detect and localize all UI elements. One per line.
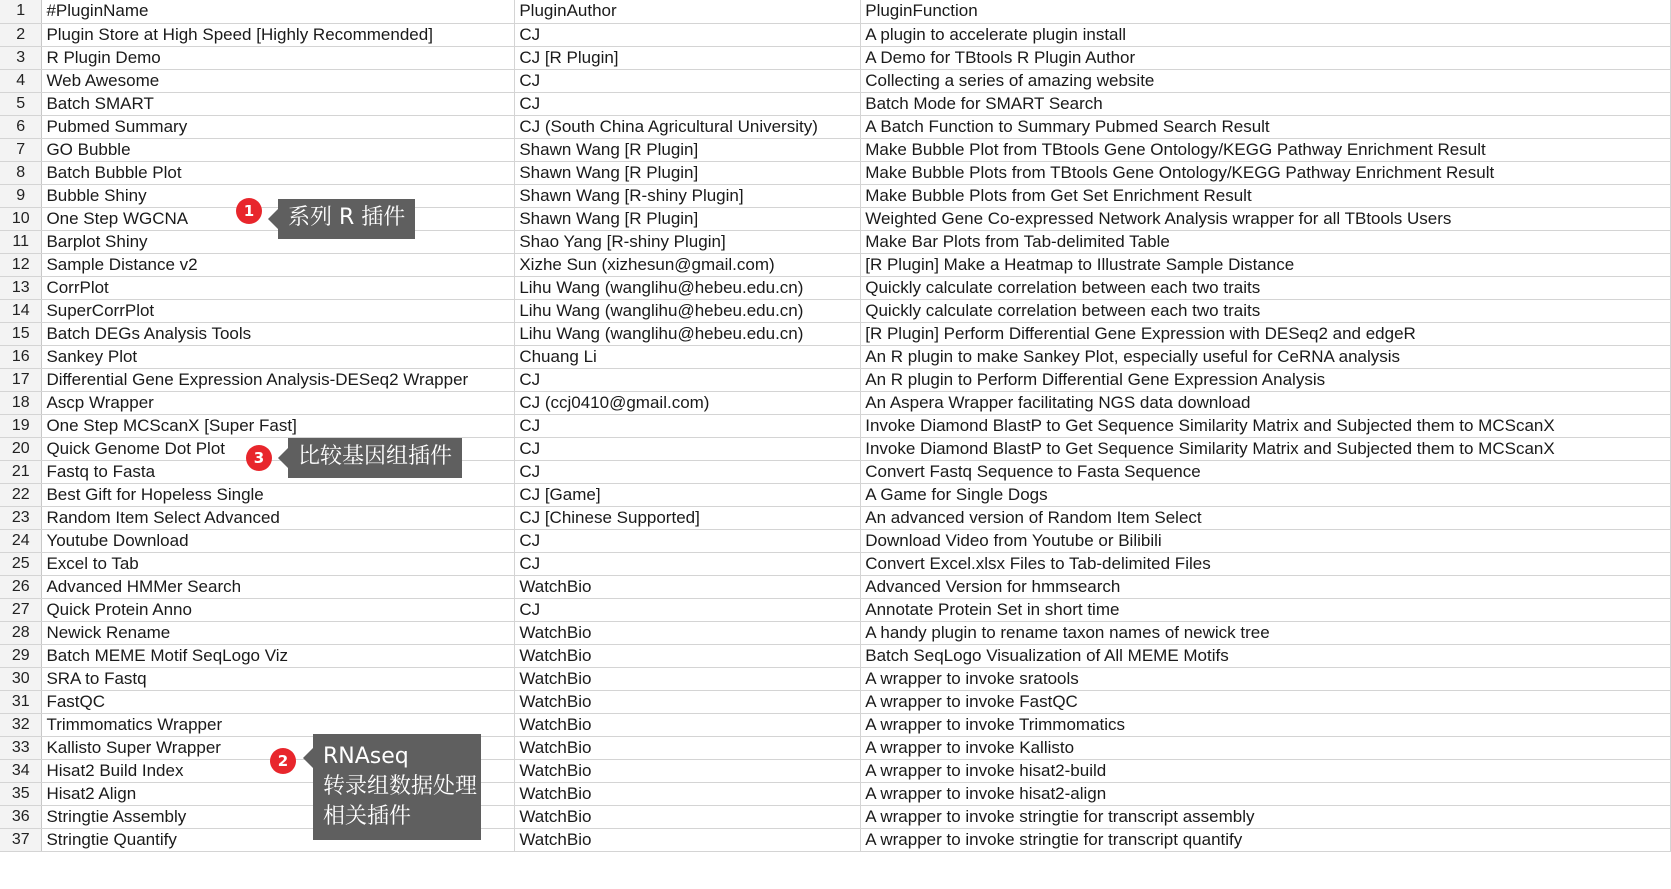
callout-label-r-plugins: 系列 R 插件	[278, 199, 415, 239]
table-row	[0, 598, 1671, 621]
cell-plugin-function[interactable]: Invoke Diamond BlastP to Get Sequence Similarity Matrix and Subjected them to MCScanX	[861, 437, 1671, 460]
table-row	[0, 736, 1671, 759]
row-number-header[interactable]: 25	[0, 552, 42, 575]
cell-plugin-author[interactable]: WatchBio	[515, 782, 861, 805]
cell-plugin-author[interactable]: CJ [Game]	[515, 483, 861, 506]
table-row	[0, 529, 1671, 552]
row-number-header[interactable]: 8	[0, 161, 42, 184]
row-number-header[interactable]: 14	[0, 299, 42, 322]
table-row	[0, 46, 1671, 69]
cell-plugin-function[interactable]: Weighted Gene Co-expressed Network Analysis wrapper for all TBtools Users	[861, 207, 1671, 230]
row-number-header[interactable]: 26	[0, 575, 42, 598]
row-number-header[interactable]: 2	[0, 23, 42, 46]
row-number-header[interactable]: 20	[0, 437, 42, 460]
row-number-header[interactable]: 22	[0, 483, 42, 506]
row-number-header[interactable]: 37	[0, 828, 42, 851]
table-row	[0, 230, 1671, 253]
cell-plugin-author[interactable]: Shawn Wang [R Plugin]	[515, 138, 861, 161]
cell-plugin-name[interactable]: Batch DEGs Analysis Tools	[42, 322, 515, 345]
row-number-header[interactable]: 1	[0, 0, 42, 23]
cell-plugin-name[interactable]: Advanced HMMer Search	[42, 575, 515, 598]
cell-plugin-author[interactable]: CJ	[515, 529, 861, 552]
table-row	[0, 23, 1671, 46]
cell-plugin-author[interactable]: CJ [R Plugin]	[515, 46, 861, 69]
table-row	[0, 253, 1671, 276]
cell-plugin-name[interactable]: Web Awesome	[42, 69, 515, 92]
table-row	[0, 322, 1671, 345]
cell-plugin-name[interactable]: Sankey Plot	[42, 345, 515, 368]
row-number-header[interactable]: 23	[0, 506, 42, 529]
cell-plugin-name[interactable]: Ascp Wrapper	[42, 391, 515, 414]
cell-plugin-author[interactable]: WatchBio	[515, 759, 861, 782]
cell-plugin-name[interactable]: CorrPlot	[42, 276, 515, 299]
table-row	[0, 828, 1671, 851]
row-number-header[interactable]: 9	[0, 184, 42, 207]
cell-plugin-author[interactable]: Lihu Wang (wanglihu@hebeu.edu.cn)	[515, 322, 861, 345]
table-row	[0, 276, 1671, 299]
cell-plugin-name[interactable]: FastQC	[42, 690, 515, 713]
row-number-header[interactable]: 24	[0, 529, 42, 552]
table-row	[0, 69, 1671, 92]
cell-plugin-name[interactable]: SuperCorrPlot	[42, 299, 515, 322]
cell-plugin-name[interactable]: Newick Rename	[42, 621, 515, 644]
cell-plugin-function[interactable]: [R Plugin] Make a Heatmap to Illustrate Sample Distance	[861, 253, 1671, 276]
cell-plugin-name[interactable]: Random Item Select Advanced	[42, 506, 515, 529]
cell-plugin-function[interactable]: A wrapper to invoke hisat2-build	[861, 759, 1671, 782]
cell-plugin-author[interactable]: Chuang Li	[515, 345, 861, 368]
cell-plugin-function[interactable]: A Demo for TBtools R Plugin Author	[861, 46, 1671, 69]
cell-plugin-name[interactable]: GO Bubble	[42, 138, 515, 161]
table-row	[0, 414, 1671, 437]
cell-plugin-author[interactable]: Shao Yang [R-shiny Plugin]	[515, 230, 861, 253]
cell-plugin-name[interactable]: One Step WGCNA	[42, 207, 515, 230]
callout-rnaseq-line-2: 转录组数据处理	[323, 774, 478, 799]
cell-plugin-function[interactable]: Make Bubble Plots from TBtools Gene Ontology/KEGG Pathway Enrichment Result	[861, 161, 1671, 184]
cell-plugin-function[interactable]: An R plugin to Perform Differential Gene Expression Analysis	[861, 368, 1671, 391]
cell-plugin-name[interactable]: Plugin Store at High Speed [Highly Recommended]	[42, 23, 515, 46]
table-row	[0, 115, 1671, 138]
table-row	[0, 644, 1671, 667]
cell-plugin-name[interactable]: Excel to Tab	[42, 552, 515, 575]
cell-plugin-function[interactable]: A Game for Single Dogs	[861, 483, 1671, 506]
callout-rnaseq-line-3: 相关插件	[323, 804, 412, 829]
cell-plugin-author[interactable]: WatchBio	[515, 690, 861, 713]
row-number-header[interactable]: 12	[0, 253, 42, 276]
cell-plugin-author[interactable]: CJ	[515, 437, 861, 460]
cell-plugin-function[interactable]: A wrapper to invoke FastQC	[861, 690, 1671, 713]
row-number-header[interactable]: 5	[0, 92, 42, 115]
cell-plugin-author[interactable]: WatchBio	[515, 828, 861, 851]
cell-plugin-author[interactable]: CJ (South China Agricultural University)	[515, 115, 861, 138]
row-number-header[interactable]: 10	[0, 207, 42, 230]
cell-plugin-function[interactable]: An Aspera Wrapper facilitating NGS data download	[861, 391, 1671, 414]
cell-plugin-name[interactable]: #PluginName	[42, 0, 515, 23]
row-number-header[interactable]: 13	[0, 276, 42, 299]
cell-plugin-author[interactable]: CJ	[515, 368, 861, 391]
row-number-header[interactable]: 29	[0, 644, 42, 667]
row-number-header[interactable]: 15	[0, 322, 42, 345]
cell-plugin-function[interactable]: A wrapper to invoke hisat2-align	[861, 782, 1671, 805]
cell-plugin-function[interactable]: An advanced version of Random Item Select	[861, 506, 1671, 529]
cell-plugin-name[interactable]: Barplot Shiny	[42, 230, 515, 253]
table-row	[0, 575, 1671, 598]
cell-plugin-function[interactable]: Convert Excel.xlsx Files to Tab-delimited Files	[861, 552, 1671, 575]
row-number-header[interactable]: 35	[0, 782, 42, 805]
row-number-header[interactable]: 32	[0, 713, 42, 736]
cell-plugin-function[interactable]: Make Bubble Plots from Get Set Enrichment Result	[861, 184, 1671, 207]
table-row	[0, 483, 1671, 506]
cell-plugin-function[interactable]: Make Bubble Plot from TBtools Gene Ontology/KEGG Pathway Enrichment Result	[861, 138, 1671, 161]
cell-plugin-function[interactable]: A Batch Function to Summary Pubmed Search Result	[861, 115, 1671, 138]
cell-plugin-name[interactable]: Youtube Download	[42, 529, 515, 552]
row-number-header[interactable]: 27	[0, 598, 42, 621]
cell-plugin-function[interactable]: Advanced Version for hmmsearch	[861, 575, 1671, 598]
cell-plugin-author[interactable]: PluginAuthor	[515, 0, 861, 23]
cell-plugin-function[interactable]: An R plugin to make Sankey Plot, especially useful for CeRNA analysis	[861, 345, 1671, 368]
row-number-header[interactable]: 11	[0, 230, 42, 253]
cell-plugin-name[interactable]: One Step MCScanX [Super Fast]	[42, 414, 515, 437]
cell-plugin-function[interactable]: A handy plugin to rename taxon names of newick tree	[861, 621, 1671, 644]
cell-plugin-function[interactable]: Quickly calculate correlation between each two traits	[861, 299, 1671, 322]
cell-plugin-author[interactable]: Xizhe Sun (xizhesun@gmail.com)	[515, 253, 861, 276]
cell-plugin-name[interactable]: Fastq to Fasta	[42, 460, 515, 483]
table-row	[0, 391, 1671, 414]
table-row	[0, 552, 1671, 575]
callout-badge-1: 1	[236, 198, 262, 224]
cell-plugin-name[interactable]: Batch SMART	[42, 92, 515, 115]
cell-plugin-function[interactable]: A wrapper to invoke stringtie for transcript quantify	[861, 828, 1671, 851]
cell-plugin-name[interactable]: Quick Genome Dot Plot	[42, 437, 515, 460]
row-number-header[interactable]: 31	[0, 690, 42, 713]
cell-plugin-author[interactable]: Lihu Wang (wanglihu@hebeu.edu.cn)	[515, 276, 861, 299]
table-row	[0, 713, 1671, 736]
row-number-header[interactable]: 36	[0, 805, 42, 828]
table-row	[0, 690, 1671, 713]
cell-plugin-author[interactable]: WatchBio	[515, 621, 861, 644]
row-number-header[interactable]: 6	[0, 115, 42, 138]
cell-plugin-author[interactable]: WatchBio	[515, 644, 861, 667]
cell-plugin-name[interactable]: R Plugin Demo	[42, 46, 515, 69]
cell-plugin-function[interactable]: PluginFunction	[861, 0, 1671, 23]
cell-plugin-function[interactable]: Batch SeqLogo Visualization of All MEME Motifs	[861, 644, 1671, 667]
table-row	[0, 506, 1671, 529]
cell-plugin-author[interactable]: Shawn Wang [R Plugin]	[515, 207, 861, 230]
cell-plugin-author[interactable]: WatchBio	[515, 736, 861, 759]
cell-plugin-function[interactable]: [R Plugin] Perform Differential Gene Expression with DESeq2 and edgeR	[861, 322, 1671, 345]
cell-plugin-author[interactable]: Shawn Wang [R Plugin]	[515, 161, 861, 184]
cell-plugin-name[interactable]: Sample Distance v2	[42, 253, 515, 276]
cell-plugin-name[interactable]: Hisat2 Align	[42, 782, 515, 805]
cell-plugin-name[interactable]: Bubble Shiny	[42, 184, 515, 207]
cell-plugin-name[interactable]: Quick Protein Anno	[42, 598, 515, 621]
cell-plugin-author[interactable]: WatchBio	[515, 575, 861, 598]
table-row	[0, 782, 1671, 805]
cell-plugin-function[interactable]: A wrapper to invoke Kallisto	[861, 736, 1671, 759]
cell-plugin-name[interactable]: Kallisto Super Wrapper	[42, 736, 515, 759]
cell-plugin-author[interactable]: Shawn Wang [R-shiny Plugin]	[515, 184, 861, 207]
table-row	[0, 92, 1671, 115]
cell-plugin-function[interactable]: A plugin to accelerate plugin install	[861, 23, 1671, 46]
cell-plugin-name[interactable]: Hisat2 Build Index	[42, 759, 515, 782]
row-number-header[interactable]: 16	[0, 345, 42, 368]
cell-plugin-function[interactable]: A wrapper to invoke sratools	[861, 667, 1671, 690]
table-row	[0, 759, 1671, 782]
cell-plugin-function[interactable]: Batch Mode for SMART Search	[861, 92, 1671, 115]
row-number-header[interactable]: 17	[0, 368, 42, 391]
callout-label-comparative-genomics: 比较基因组插件	[288, 438, 462, 478]
cell-plugin-function[interactable]: Quickly calculate correlation between each two traits	[861, 276, 1671, 299]
cell-plugin-name[interactable]: Stringtie Assembly	[42, 805, 515, 828]
cell-plugin-author[interactable]: CJ	[515, 552, 861, 575]
row-number-header[interactable]: 33	[0, 736, 42, 759]
cell-plugin-function[interactable]: A wrapper to invoke Trimmomatics	[861, 713, 1671, 736]
cell-plugin-function[interactable]: Convert Fastq Sequence to Fasta Sequence	[861, 460, 1671, 483]
cell-plugin-name[interactable]: Stringtie Quantify	[42, 828, 515, 851]
callout-badge-3: 3	[246, 445, 272, 471]
cell-plugin-author[interactable]: CJ	[515, 460, 861, 483]
table-row	[0, 805, 1671, 828]
table-row	[0, 621, 1671, 644]
cell-plugin-author[interactable]: CJ	[515, 23, 861, 46]
row-number-header[interactable]: 28	[0, 621, 42, 644]
cell-plugin-name[interactable]: Differential Gene Expression Analysis-DESeq2 Wrapper	[42, 368, 515, 391]
row-number-header[interactable]: 21	[0, 460, 42, 483]
cell-plugin-author[interactable]: WatchBio	[515, 667, 861, 690]
row-number-header[interactable]: 18	[0, 391, 42, 414]
row-number-header[interactable]: 3	[0, 46, 42, 69]
row-number-header[interactable]: 34	[0, 759, 42, 782]
table-row	[0, 161, 1671, 184]
callout-rnaseq-line-1: RNAseq	[323, 744, 409, 769]
cell-plugin-name[interactable]: SRA to Fastq	[42, 667, 515, 690]
table-row	[0, 368, 1671, 391]
header-row	[0, 0, 1671, 23]
cell-plugin-function[interactable]: A wrapper to invoke stringtie for transcript assembly	[861, 805, 1671, 828]
row-number-header[interactable]: 30	[0, 667, 42, 690]
cell-plugin-name[interactable]: Best Gift for Hopeless Single	[42, 483, 515, 506]
cell-plugin-function[interactable]: Collecting a series of amazing website	[861, 69, 1671, 92]
cell-plugin-author[interactable]: CJ	[515, 598, 861, 621]
cell-plugin-author[interactable]: Lihu Wang (wanglihu@hebeu.edu.cn)	[515, 299, 861, 322]
table-row	[0, 345, 1671, 368]
cell-plugin-author[interactable]: CJ [Chinese Supported]	[515, 506, 861, 529]
table-row	[0, 667, 1671, 690]
cell-plugin-author[interactable]: CJ	[515, 414, 861, 437]
cell-plugin-name[interactable]: Pubmed Summary	[42, 115, 515, 138]
row-number-header[interactable]: 4	[0, 69, 42, 92]
callout-badge-2: 2	[270, 748, 296, 774]
callout-label-rnaseq	[313, 734, 481, 840]
cell-plugin-function[interactable]: Download Video from Youtube or Bilibili	[861, 529, 1671, 552]
row-number-header[interactable]: 19	[0, 414, 42, 437]
cell-plugin-function[interactable]: Annotate Protein Set in short time	[861, 598, 1671, 621]
cell-plugin-author[interactable]: CJ (ccj0410@gmail.com)	[515, 391, 861, 414]
cell-plugin-name[interactable]: Batch Bubble Plot	[42, 161, 515, 184]
cell-plugin-function[interactable]: Invoke Diamond BlastP to Get Sequence Similarity Matrix and Subjected them to MCScanX	[861, 414, 1671, 437]
table-row	[0, 138, 1671, 161]
cell-plugin-author[interactable]: CJ	[515, 69, 861, 92]
cell-plugin-name[interactable]: Trimmomatics Wrapper	[42, 713, 515, 736]
cell-plugin-author[interactable]: WatchBio	[515, 805, 861, 828]
cell-plugin-name[interactable]: Batch MEME Motif SeqLogo Viz	[42, 644, 515, 667]
row-number-header[interactable]: 7	[0, 138, 42, 161]
table-row	[0, 299, 1671, 322]
cell-plugin-author[interactable]: WatchBio	[515, 713, 861, 736]
cell-plugin-function[interactable]: Make Bar Plots from Tab-delimited Table	[861, 230, 1671, 253]
cell-plugin-author[interactable]: CJ	[515, 92, 861, 115]
